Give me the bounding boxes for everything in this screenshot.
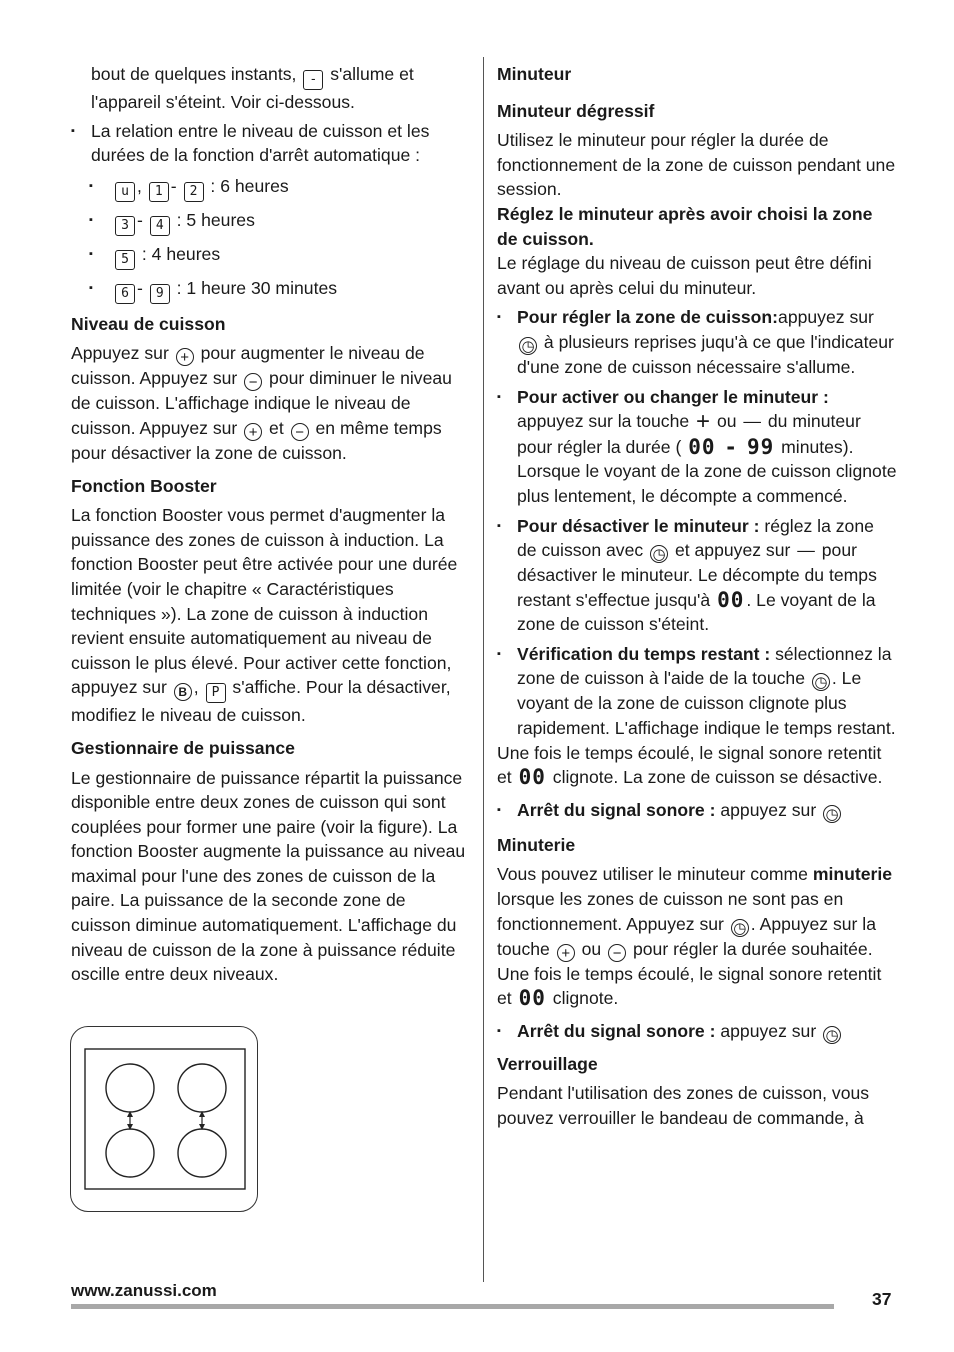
duration-text: : 5 heures xyxy=(176,209,255,230)
bullet-item xyxy=(497,798,897,823)
bullet-label: Arrêt du signal sonore : xyxy=(517,1020,716,1041)
paragraph-bold: Réglez le minuteur après avoir choisi la zone de cuisson. xyxy=(497,203,873,249)
plus-icon: + xyxy=(176,348,194,366)
duration-text: : 1 heure 30 minutes xyxy=(176,277,338,298)
minus-icon: — xyxy=(797,540,815,561)
booster-paragraph: La fonction Booster vous permet d'augmenter la puissance des zones de cuisson à induction. La fonction Booster peut être activée pour une durée limitée (voir le chapitre « Caractéristiques techniques »). La zone de cuisson à induction revient ensuite automatiquement au niveau de cuisson le plus élevé. Pour activer cette fonction, appuyez sur B , P s'affiche. Pour la désactiver, modifiez le niveau de cuisson. xyxy=(71,505,458,726)
intro-paragraph xyxy=(71,62,469,115)
segment-symbol: 6 xyxy=(115,284,135,304)
bullet-item xyxy=(497,385,897,509)
text: appuyez sur xyxy=(720,1020,817,1041)
bullet-label: Pour activer ou changer le minuteur : xyxy=(517,386,829,407)
text: ou xyxy=(581,938,602,959)
footer-bar xyxy=(71,1304,834,1309)
column-divider xyxy=(483,57,484,1282)
display-digits-dash: - xyxy=(724,434,739,459)
bullet-item xyxy=(497,514,897,637)
timer-icon: ◷ xyxy=(519,337,537,355)
section-heading: Gestionnaire de puissance xyxy=(71,737,295,758)
text: . Appuyez sur la touche xyxy=(497,913,876,959)
text: pour augmenter le niveau de cuisson. Appuyez sur xyxy=(71,343,425,389)
segment-symbol: 3 xyxy=(115,216,135,236)
bullet-label: Vérification du temps restant : xyxy=(517,643,771,664)
text: pour diminuer le niveau de cuisson. L'affichage indique le niveau de cuisson. Appuyez sur xyxy=(71,368,452,438)
text: lorsque les zones de cuisson ne sont pas en fonctionnement. Appuyez sur xyxy=(497,889,844,934)
display-digits: 00 xyxy=(518,986,546,1011)
text: appuyez sur xyxy=(720,799,817,820)
duration-text: : 4 heures xyxy=(141,243,221,264)
plus-icon: + xyxy=(696,408,711,436)
timer-icon: ◷ xyxy=(731,919,749,937)
minus-icon: − xyxy=(291,423,309,441)
paragraph: Utilisez le minuteur pour régler la durée de fonctionnement de la zone de cuisson pendant une session. xyxy=(497,130,896,200)
display-digits: 00 xyxy=(688,434,716,459)
text: réglez la zone de cuisson avec xyxy=(517,515,874,561)
page-number: 37 xyxy=(872,1289,892,1309)
cooktop-figure xyxy=(70,1026,258,1212)
section-heading: Verrouillage xyxy=(497,1053,598,1074)
segment-symbol: 2 xyxy=(184,182,204,202)
segment-symbol: u xyxy=(115,182,135,202)
minus-icon: − xyxy=(608,944,626,962)
niveau-paragraph xyxy=(71,341,469,465)
duration-item: ▪ 3 - 4 : 5 heures xyxy=(71,208,469,236)
text: clignote. La zone de cuisson se désactive. xyxy=(552,767,883,788)
text: pour désactiver le minuteur. Le décompte du temps restant s'effectue jusqu'à xyxy=(517,540,877,610)
minus-icon: — xyxy=(743,411,761,432)
text: ou xyxy=(716,411,737,432)
text: à plusieurs reprises juqu'à ce que l'indicateur d'une zone de cuisson nécessaire s'allume. xyxy=(517,331,894,377)
bullet-label: Pour désactiver le minuteur : xyxy=(517,515,760,536)
timer-icon: ◷ xyxy=(650,545,668,563)
text: en même temps pour désactiver la zone de cuisson. xyxy=(71,417,442,463)
text: pour régler la durée souhaitée. Une fois le temps écoulé, le signal sonore retentit et xyxy=(497,938,882,1009)
bullet-label: Pour régler la zone de cuisson: xyxy=(517,307,779,328)
text: La fonction Booster vous permet d'augmenter la puissance des zones de cuisson à induction. La fonction Booster peut être activée pour une durée limitée (voir le chapitre « Caractéristiques techniques »). La zone de cuisson à induction revient ensuite automatiquement au niveau de cuisson le plus élevé. Pour activer cette fonction, appuyez sur xyxy=(71,505,458,698)
timer-icon: ◷ xyxy=(812,673,830,691)
intro-text-a: bout de quelques instants, xyxy=(91,64,297,84)
bullet-item xyxy=(497,642,897,741)
plus-icon: + xyxy=(244,423,262,441)
text: appuyez sur xyxy=(778,307,874,328)
display-digits: 00 xyxy=(518,765,546,790)
duration-item: ▪ 6 - 9 : 1 heure 30 minutes xyxy=(71,276,469,304)
paragraph: Pendant l'utilisation des zones de cuisson, vous pouvez verrouiller le bandeau de commande, à xyxy=(497,1083,870,1128)
segment-symbol: P xyxy=(206,683,226,703)
segment-symbol: 1 xyxy=(149,182,169,202)
display-digits: 99 xyxy=(746,434,775,459)
section-heading: Niveau de cuisson xyxy=(71,313,226,334)
text: . Le voyant de la zone de cuisson clignote plus rapidement. L'affichage indique le temps restant. xyxy=(517,668,896,739)
paragraph xyxy=(497,862,897,1010)
text: Une fois le temps écoulé, le signal sonore retentit et xyxy=(497,742,882,788)
section-heading: Fonction Booster xyxy=(71,475,217,496)
segment-symbol: 9 xyxy=(150,284,170,304)
cooktop-diagram-icon xyxy=(71,1027,257,1211)
text: sélectionnez la zone de cuisson à l'aide de la touche xyxy=(517,643,892,689)
segment-symbol: - xyxy=(303,70,323,90)
duration-item xyxy=(71,242,469,270)
text: minutes). Lorsque le voyant de la zone de cuisson clignote plus lentement, le décompte a commencé. xyxy=(517,436,897,506)
bullet-item xyxy=(497,305,897,379)
paragraph xyxy=(497,741,897,790)
minus-icon: − xyxy=(244,373,262,391)
timer-icon: ◷ xyxy=(823,805,841,823)
text: du minuteur pour régler la durée ( xyxy=(517,411,861,457)
section-heading: Minuteur xyxy=(497,64,572,84)
relation-bullet: ▪ La relation entre le niveau de cuisson et les durées de la fonction d'arrêt automatique : xyxy=(71,119,469,168)
section-heading: Minuterie xyxy=(497,834,576,855)
text: . Le voyant de la zone de cuisson s'éteint. xyxy=(517,589,876,635)
intro-text-b: s'allume et l'appareil s'éteint. Voir ci-dessous. xyxy=(91,64,414,112)
segment-symbol: 5 xyxy=(115,250,135,270)
text: appuyez sur la touche xyxy=(517,411,690,432)
text: Vous pouvez utiliser le minuteur comme xyxy=(497,864,808,885)
right-column xyxy=(497,62,897,1131)
booster-key-icon: B xyxy=(174,683,192,701)
text: et appuyez sur xyxy=(674,540,791,561)
display-digits: 00 xyxy=(717,587,745,612)
duration-item: ▪ u , 1 - 2 : 6 heures xyxy=(71,174,469,202)
text: et xyxy=(269,417,284,438)
timer-icon: ◷ xyxy=(823,1026,841,1044)
power-paragraph: Le gestionnaire de puissance répartit la puissance disponible entre deux zones de cuisson qui sont couplées pour former une paire (voir la figure). La fonction Booster augmente la puissance au niveau maximal pour l'une des zones de cuisson de la paire. La puissance de la seconde zone de cuisson diminue automatiquement. L'affichage du niveau de cuisson de la zone à puissance réduite oscille entre deux niveaux. xyxy=(71,767,466,985)
left-column xyxy=(71,62,469,987)
bullet-label: Arrêt du signal sonore : xyxy=(517,799,716,820)
text: Appuyez sur xyxy=(71,343,169,364)
segment-symbol: 4 xyxy=(150,216,170,236)
text: clignote. xyxy=(552,988,619,1009)
text-bold: minuterie xyxy=(812,864,893,885)
bullet-item xyxy=(497,1019,897,1044)
footer-url[interactable]: www.zanussi.com xyxy=(71,1281,217,1300)
text: s'affiche. Pour la désactiver, modifiez le niveau de cuisson. xyxy=(71,677,451,726)
duration-text: : 6 heures xyxy=(210,175,289,196)
plus-icon: + xyxy=(557,944,575,962)
section-heading: Minuteur dégressif xyxy=(497,100,655,121)
paragraph: Le réglage du niveau de cuisson peut être défini avant ou après celui du minuteur. xyxy=(497,253,872,298)
